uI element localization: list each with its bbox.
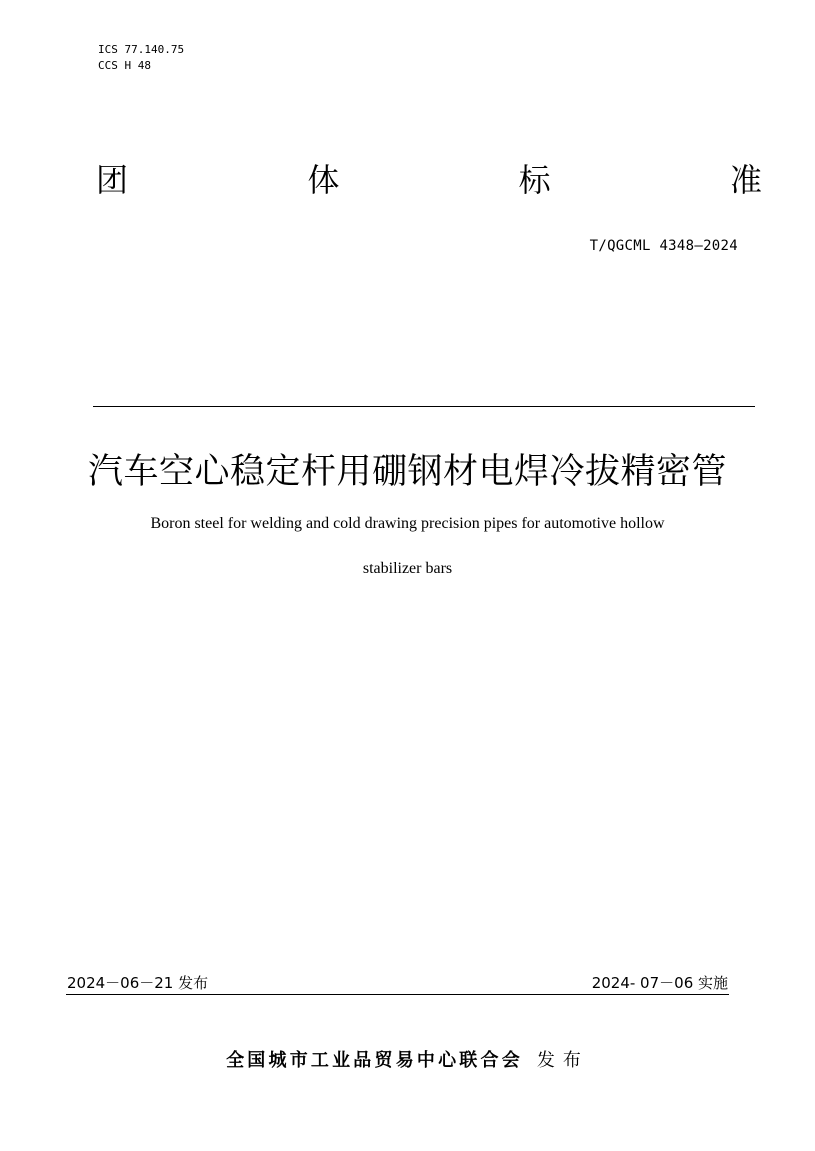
standard-type-char: 标 [518,161,551,199]
standard-type-char: 团 [96,161,129,199]
standard-type-heading [96,158,762,202]
issuer-line [0,1046,815,1072]
ics-code: ICS 77.140.75 [98,43,185,56]
bottom-divider [66,994,729,995]
title-chinese: 汽车空心稳定杆用硼钢材电焊冷拔精密管 [87,452,727,492]
standard-type-char: 体 [307,161,340,199]
title-english-line-2: stabilizer bars [362,560,453,577]
implementation-date: 2024- 07－06 实施 [591,974,728,992]
publish-date: 2024－06－21 发布 [67,974,209,992]
title-english-line-1: Boron steel for welding and cold drawing precision pipes for automotive hollow [150,515,665,532]
ccs-code: CCS H 48 [98,59,151,72]
standard-type-char: 准 [729,161,762,199]
issuing-organization: 全国城市工业品贸易中心联合会 [226,1050,523,1071]
classification-codes [98,42,184,74]
top-divider [93,406,755,407]
issuer-verb: 发布 [536,1050,589,1071]
standard-number: T/QGCML 4348—2024 [589,238,738,254]
